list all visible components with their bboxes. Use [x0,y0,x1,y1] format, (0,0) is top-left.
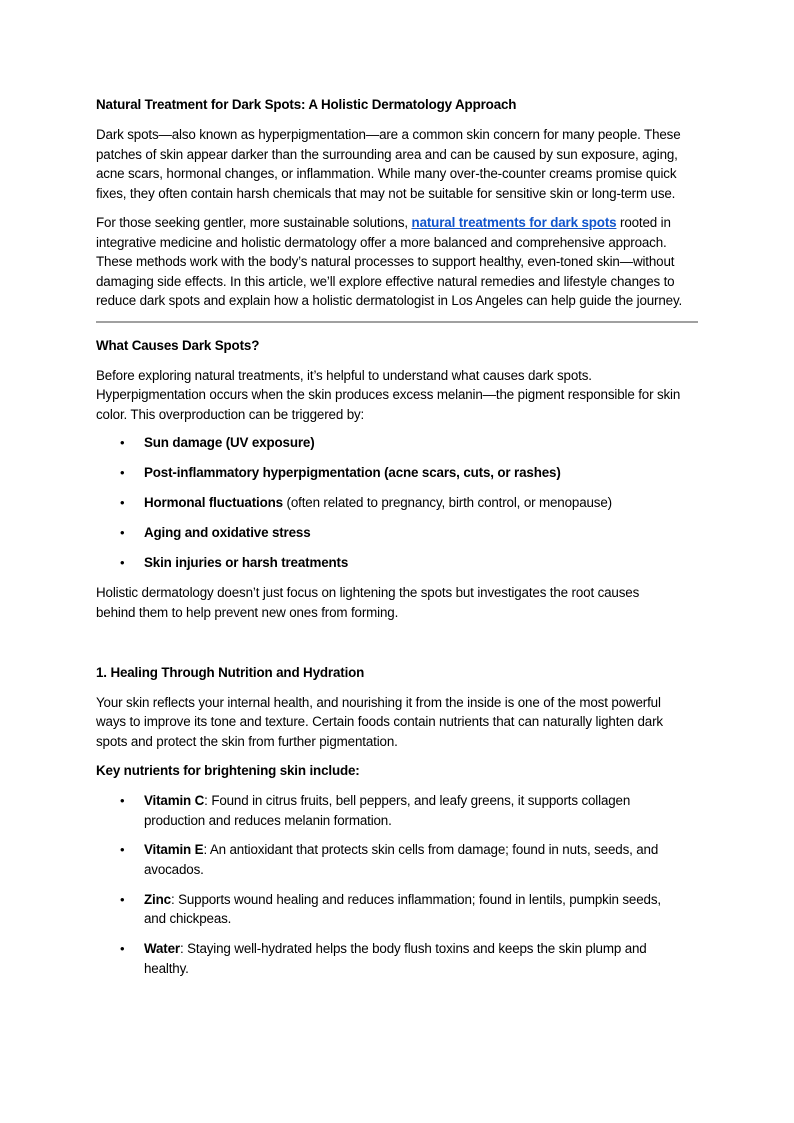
section-heading-nutrition: 1. Healing Through Nutrition and Hydration [96,665,365,680]
bullet-icon: • [120,495,125,510]
nutrients-subheading: Key nutrients for brightening skin include: [96,763,360,778]
bullet-icon: • [120,941,125,956]
bullet-icon: • [120,435,125,450]
document-title: Natural Treatment for Dark Spots: A Holistic Dermatology Approach [96,97,517,112]
bullet-icon: • [120,525,125,540]
bullet-icon: • [120,842,125,857]
natural-treatments-link[interactable]: natural treatments for dark spots [411,215,617,230]
horizontal-rule [96,321,698,323]
bullet-icon: • [120,465,125,480]
bullet-icon: • [120,793,125,808]
section-heading-causes: What Causes Dark Spots? [96,338,260,353]
bullet-icon: • [120,555,125,570]
bullet-icon: • [120,892,125,907]
